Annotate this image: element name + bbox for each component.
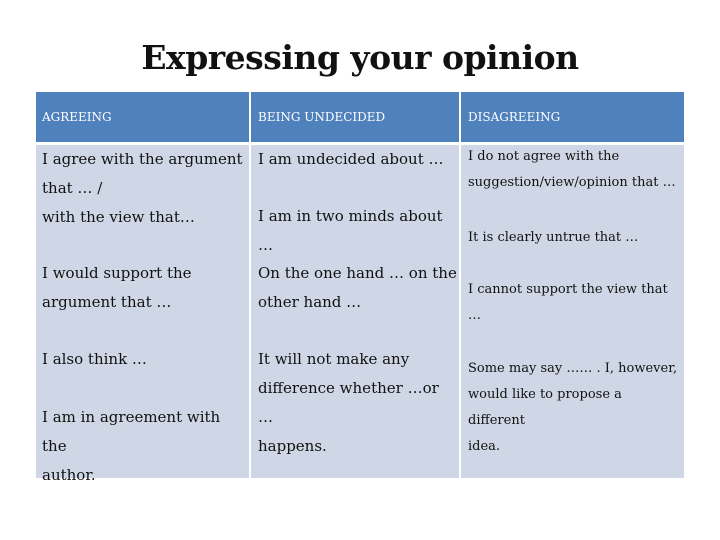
disagreeing-phrase-3: I cannot support the view that … <box>468 282 668 323</box>
slide-title: Expressing your opinion <box>141 38 579 77</box>
column-divider-1 <box>249 92 251 478</box>
header-being-undecided: BEING UNDECIDED <box>258 110 386 124</box>
header-agreeing: AGREEING <box>42 110 112 124</box>
agreeing-phrase-1: I agree with the argument that … / with the view that… <box>42 150 243 226</box>
undecided-phrase-4: It will not make any difference whether …or … happens. <box>258 350 439 455</box>
undecided-phrase-3: On the one hand … on the other hand … <box>258 264 457 311</box>
opinion-table <box>36 92 684 484</box>
table-header-row <box>36 92 684 142</box>
disagreeing-phrase-4: Some may say …… . I, however, would like to propose a different idea. <box>468 361 678 454</box>
agreeing-phrase-3: I also think … <box>42 350 147 368</box>
header-disagreeing: DISAGREEING <box>468 110 561 124</box>
disagreeing-phrase-2: It is clearly untrue that … <box>468 230 639 245</box>
agreeing-phrase-4: I am in agreement with the author. <box>42 408 221 484</box>
undecided-phrase-2: I am in two minds about … <box>258 207 443 254</box>
column-divider-2 <box>459 92 461 478</box>
agreeing-phrase-2: I would support the argument that … <box>42 264 192 311</box>
undecided-phrase-1: I am undecided about … <box>258 150 444 168</box>
disagreeing-phrase-1: I do not agree with the suggestion/view/opinion that … <box>468 149 676 190</box>
